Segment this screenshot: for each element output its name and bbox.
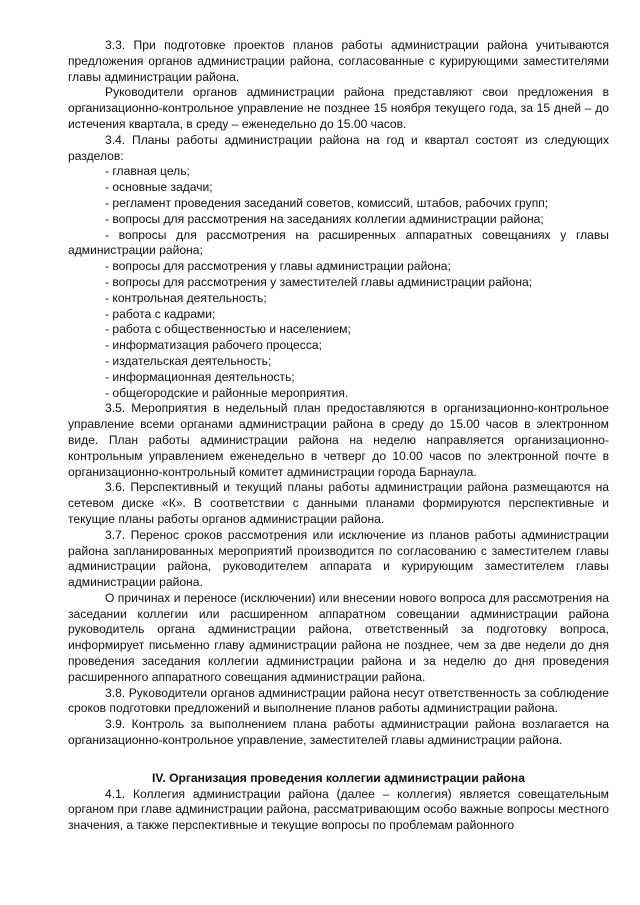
list-item: - работа с кадрами; <box>105 306 216 321</box>
paragraph-3-9: 3.9. Контроль за выполнением плана работы администрации района возлагается на организационно-контрольное управление, заместителей главы администрации района. <box>68 717 609 748</box>
list-item: - вопросы для рассмотрения на заседаниях коллегии администрации района; <box>105 211 544 226</box>
list-item: - главная цель; <box>105 164 190 179</box>
list-item: - регламент проведения заседаний советов, комиссий, штабов, рабочих групп; <box>105 195 549 210</box>
paragraph-3-5: 3.5. Мероприятия в недельный план предоставляются в организационно-контрольное управление всеми органами администрации района в среду до 15.00 часов в электронном виде. План работы администрации района на неделю направляется организационно-контрольным управлением еженедельно в четверг до 10.00 часов по электронной почте в организационно-контрольный комитет администрации города Барнаула. <box>68 401 609 479</box>
list-item: - информационная деятельность; <box>105 369 295 384</box>
list-item: - издательская деятельность; <box>105 353 272 368</box>
list-item: - информатизация рабочего процесса; <box>105 338 322 353</box>
paragraph-3-6: 3.6. Перспективный и текущий планы работы администрации района размещаются на сетевом диске «К». В соответствии с данными планами формируются перспективные и текущие планы работы органов администрации района. <box>68 480 609 526</box>
list-item: - вопросы для рассмотрения на расширенных аппаратных совещаниях у главы администрации района; <box>68 227 609 258</box>
list-item: - вопросы для рассмотрения у главы администрации района; <box>105 259 451 274</box>
paragraph-4-1: 4.1. Коллегия администрации района (далее – коллегия) является совещательным органом при главе администрации района, рассматривающим особо важные вопросы местного значения, а также перспективные и текущие вопросы по проблемам районного <box>68 786 609 833</box>
section-heading: IV. Организация проведения коллегии администрации района <box>152 770 525 785</box>
paragraph-3-3: 3.3. При подготовке проектов планов работы администрации района учитываются предложения органов администрации района, согласованные с курирующими заместителями главы администрации района. <box>68 38 609 84</box>
list-item: - основные задачи; <box>105 180 213 195</box>
paragraph-department-heads: Руководители органов администрации района представляют свои предложения в организационно-контрольное управление не позднее 15 ноября текущего года, за 15 дней – до истечения квартала, в среду – еженедельно до 15.00 часов. <box>68 85 609 131</box>
paragraph-3-4: 3.4. Планы работы администрации района на год и квартал состоят из следующих разделов: <box>68 132 609 163</box>
paragraph-3-8: 3.8. Руководители органов администрации района несут ответственность за соблюдение сроков подготовки предложений и выполнение планов работы администрации района. <box>68 685 609 716</box>
list-item: - работа с общественностью и населением; <box>105 322 351 337</box>
list-item: - вопросы для рассмотрения у заместителей главы администрации района; <box>105 274 533 289</box>
list-item: - контрольная деятельность; <box>105 290 267 305</box>
document-page <box>68 38 609 834</box>
paragraph-3-7: 3.7. Перенос сроков рассмотрения или исключение из планов работы администрации района запланированных мероприятий производится по согласованию с заместителем главы администрации района, руководителем аппарата и курирующим заместителем главы администрации района. <box>68 527 609 590</box>
list-item: - общегородские и районные мероприятия. <box>105 385 349 400</box>
paragraph-reasons: О причинах и переносе (исключении) или внесении нового вопроса для рассмотрения на заседании коллегии или расширенном аппаратном совещании администрации района руководитель органа администрации района, ответственный за подготовку вопроса, информирует письменно главу администрации района не позднее, чем за две недели до дня проведения заседания коллегии администрации района и за неделю до дня проведения расширенного аппаратного совещания администрации района. <box>68 590 609 684</box>
